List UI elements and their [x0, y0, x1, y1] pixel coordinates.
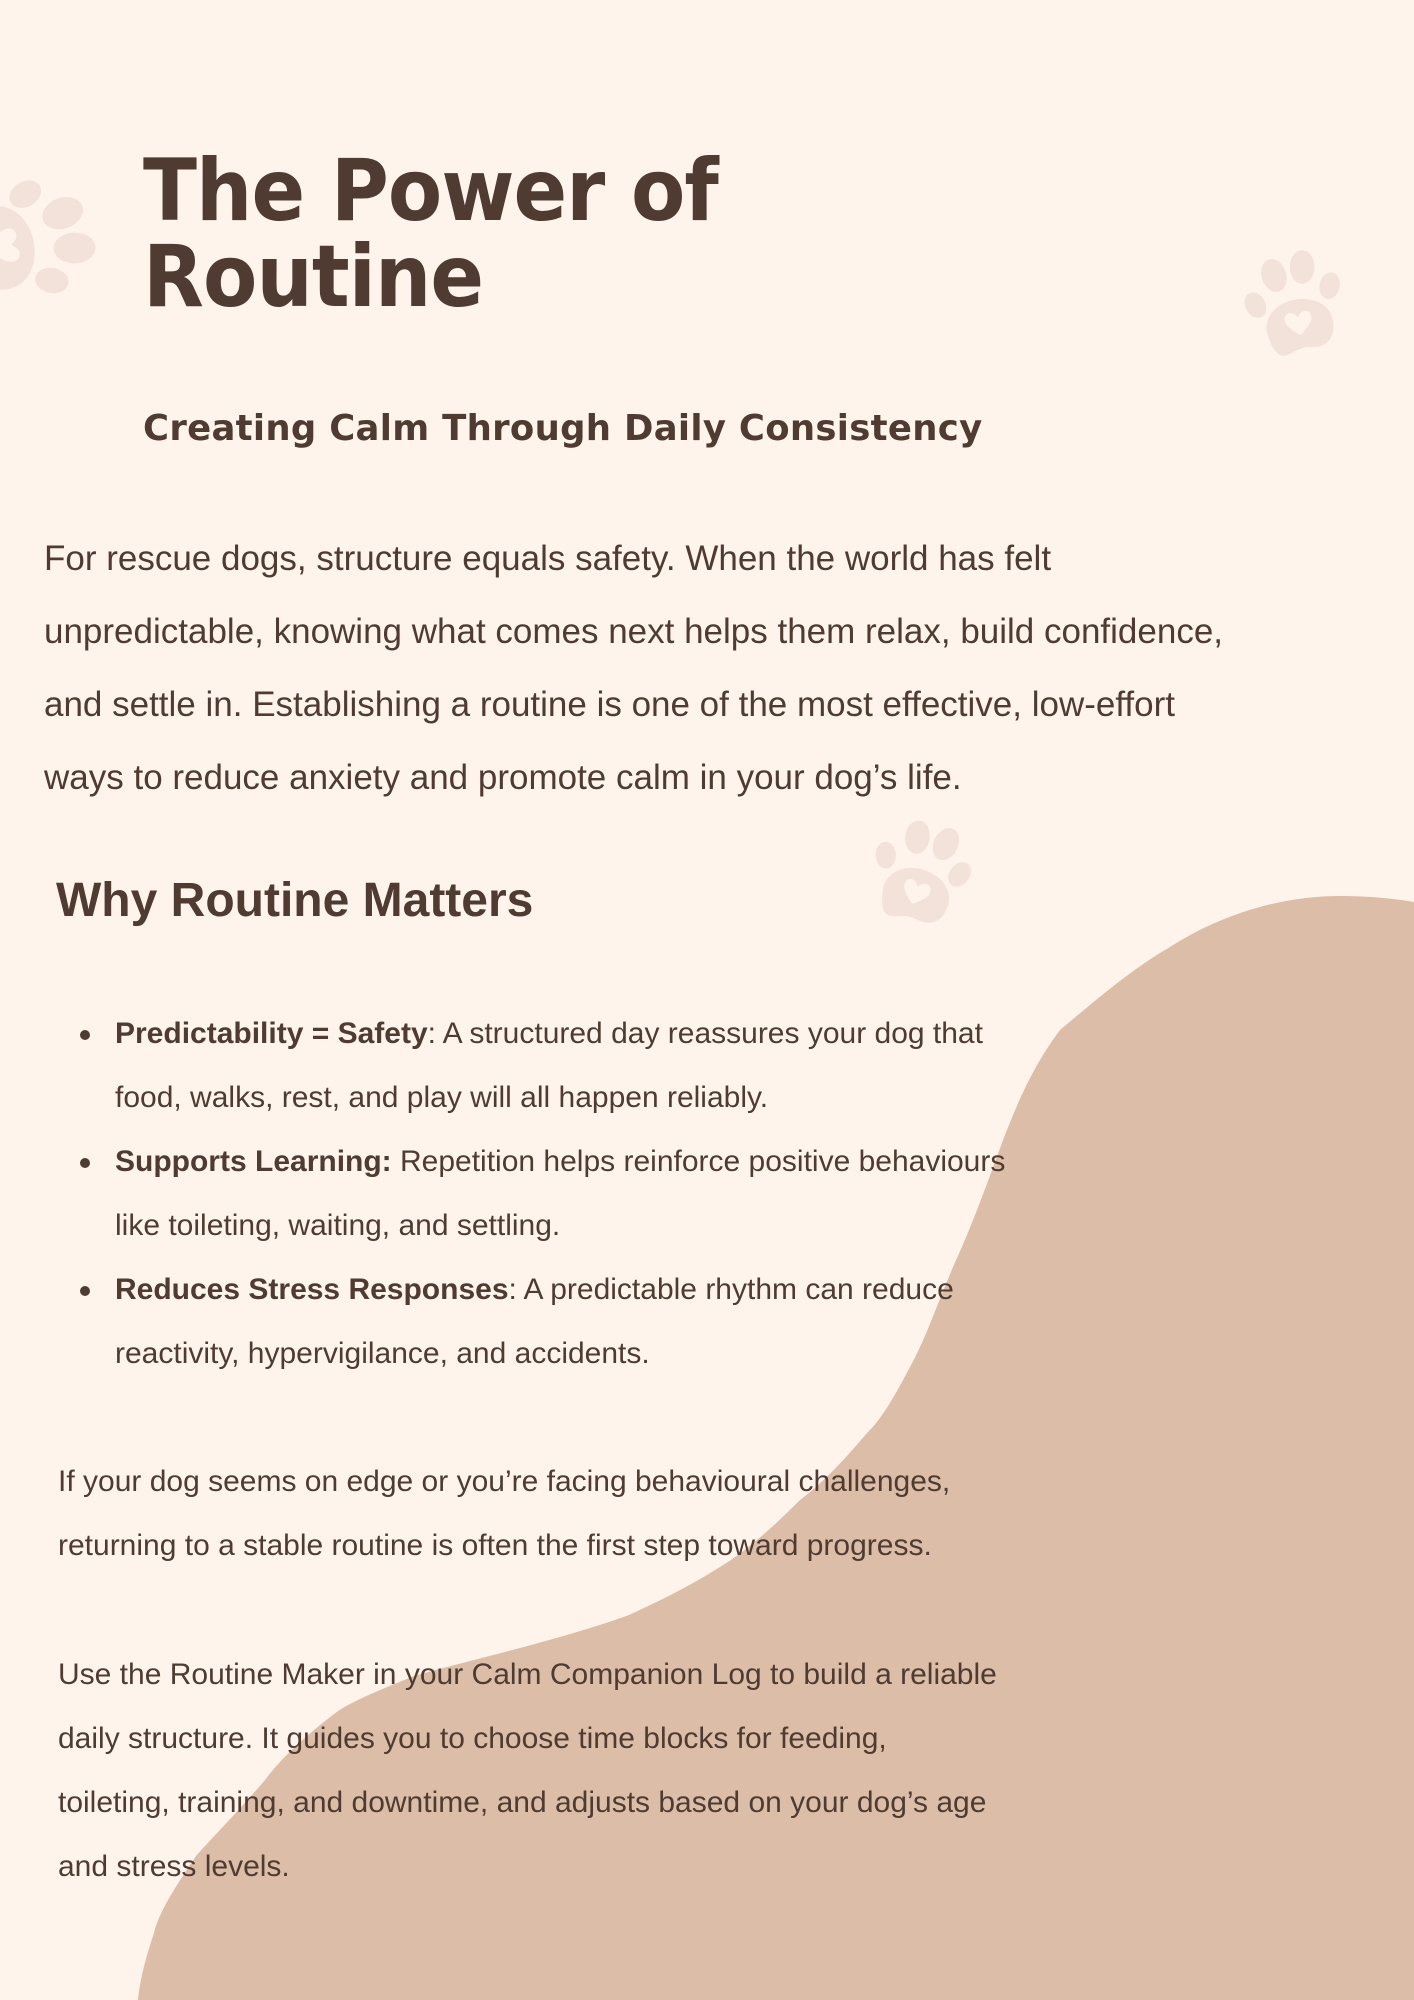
bullet-text: Repetition helps reinforce positive behaviours [391, 1145, 1006, 1178]
paragraph-line: If your dog seems on edge or you’re facing behavioural challenges, [58, 1465, 951, 1498]
section-heading: Why Routine Matters [56, 874, 534, 927]
bullet-continuation: food, walks, rest, and play will all happen reliably. [115, 1081, 769, 1114]
stable-routine-paragraph [58, 1450, 950, 1578]
bullet-first-line [115, 1130, 1005, 1194]
paragraph-line: and stress levels. [58, 1850, 290, 1883]
page-subtitle: Creating Calm Through Daily Consistency [143, 408, 983, 449]
paragraph-line: Use the Routine Maker in your Calm Companion Log to build a reliable [58, 1658, 997, 1691]
bullet-continuation: reactivity, hypervigilance, and accidents. [115, 1337, 650, 1370]
bullet-dot-icon [80, 1030, 90, 1040]
intro-line: unpredictable, knowing what comes next helps them relax, build confidence, [44, 612, 1224, 651]
bullet-list [0, 1002, 1005, 1386]
bullet-first-line [115, 1002, 1005, 1066]
routine-maker-paragraph [58, 1643, 997, 1899]
intro-line: For rescue dogs, structure equals safety. When the world has felt [44, 539, 1052, 578]
bullet-item-supports-learning [0, 1130, 1005, 1258]
paragraph-line: returning to a stable routine is often the first step toward progress. [58, 1529, 932, 1562]
bullet-item-predictability [0, 1002, 1005, 1130]
bullet-label: Reduces Stress Responses [115, 1273, 509, 1306]
bullet-item-reduces-stress [0, 1258, 1005, 1386]
title-line-1: The Power of [143, 141, 718, 241]
bullet-label: Supports Learning: [115, 1145, 392, 1178]
intro-paragraph [44, 522, 1384, 814]
bullet-label: Predictability = Safety [115, 1017, 428, 1050]
bullet-first-line [115, 1258, 1005, 1322]
paragraph-line: daily structure. It guides you to choose time blocks for feeding, [58, 1722, 887, 1755]
page-title [143, 141, 718, 327]
bullet-dot-icon [80, 1286, 90, 1296]
intro-line: and settle in. Establishing a routine is one of the most effective, low-effort [44, 685, 1176, 724]
bullet-text: : A structured day reassures your dog that [427, 1017, 983, 1050]
bullet-continuation: like toileting, waiting, and settling. [115, 1209, 561, 1242]
bullet-text: : A predictable rhythm can reduce [508, 1273, 954, 1306]
bullet-dot-icon [80, 1158, 90, 1168]
title-line-2: Routine [143, 227, 484, 327]
intro-line: ways to reduce anxiety and promote calm in your dog’s life. [44, 758, 962, 797]
paragraph-line: toileting, training, and downtime, and adjusts based on your dog’s age [58, 1786, 987, 1819]
